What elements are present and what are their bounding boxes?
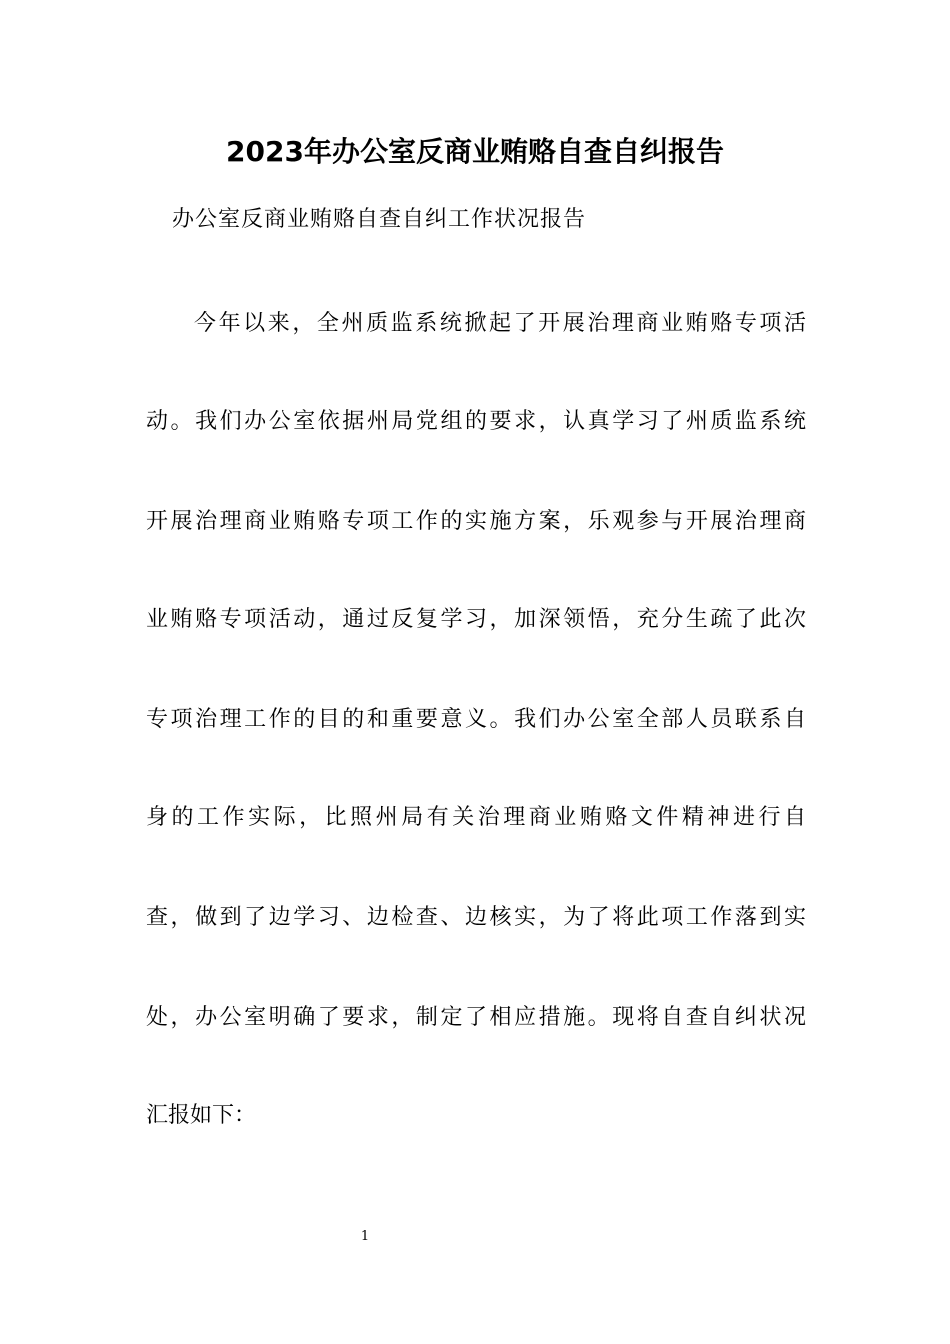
paragraph-line: 汇报如下： xyxy=(146,1103,257,1128)
paragraph-line: 查，做到了边学习、边检查、边核实，为了将此项工作落到实 xyxy=(146,905,806,930)
paragraph-line: 今年以来，全州质监系统掀起了开展治理商业贿赂专项活 xyxy=(194,311,806,336)
paragraph-line: 专项治理工作的目的和重要意义。我们办公室全部人员联系自 xyxy=(146,707,806,732)
paragraph-line: 身的工作实际，比照州局有关治理商业贿赂文件精神进行自 xyxy=(146,805,806,830)
paragraph-line: 开展治理商业贿赂专项工作的实施方案，乐观参与开展治理商 xyxy=(146,509,806,534)
document-subtitle: 办公室反商业贿赂自查自纠工作状况报告 xyxy=(172,207,587,232)
paragraph-line: 处，办公室明确了要求，制定了相应措施。现将自查自纠状况 xyxy=(146,1005,806,1030)
paragraph-line: 业贿赂专项活动，通过反复学习，加深领悟，充分生疏了此次 xyxy=(146,607,806,632)
page-number: 1 xyxy=(360,1229,370,1244)
document-title: 2023年办公室反商业贿赂自查自纠报告 xyxy=(226,135,724,168)
paragraph-line: 动。我们办公室依据州局党组的要求，认真学习了州质监系统 xyxy=(146,409,806,434)
